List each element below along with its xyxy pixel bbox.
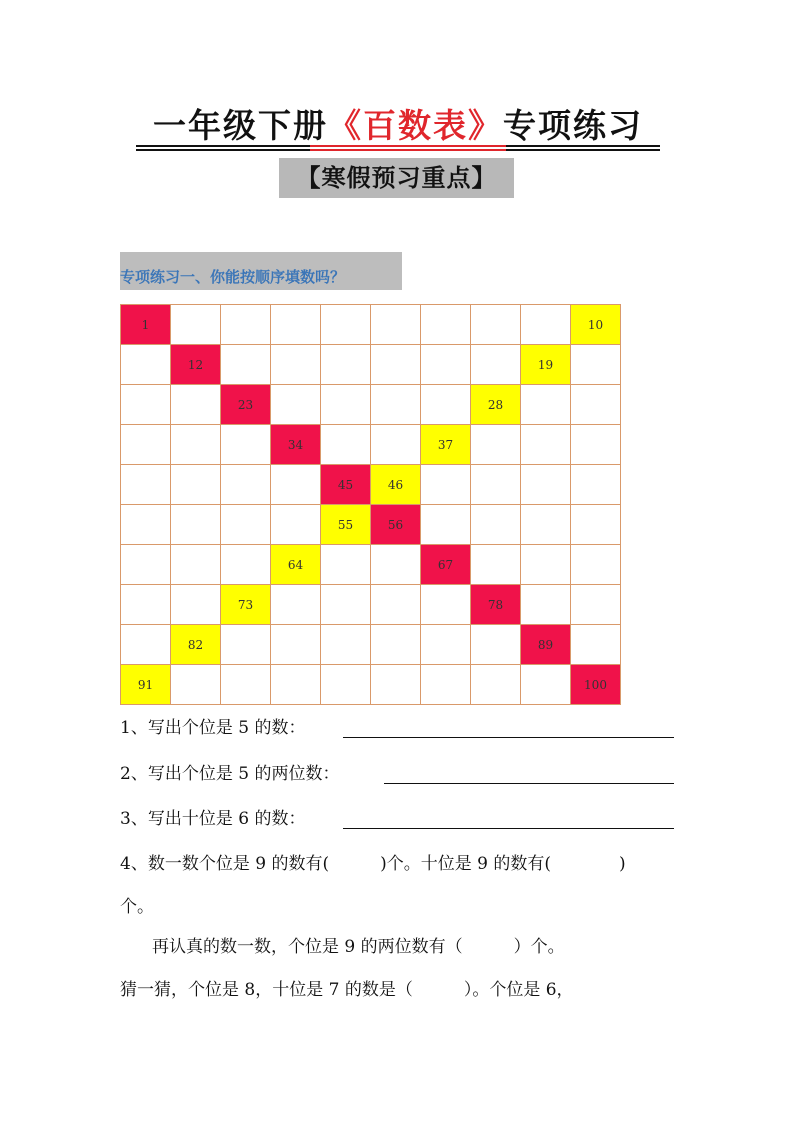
grid-cell: 12 [171, 345, 221, 385]
grid-cell[interactable] [521, 305, 571, 345]
grid-cell[interactable] [171, 665, 221, 705]
grid-row [121, 385, 621, 425]
grid-cell: 89 [521, 625, 571, 665]
title-prefix: 一年级下册 [153, 106, 328, 145]
grid-cell[interactable] [271, 345, 321, 385]
grid-cell[interactable] [571, 585, 621, 625]
grid-cell[interactable] [571, 345, 621, 385]
grid-cell: 10 [571, 305, 621, 345]
grid-cell[interactable] [271, 305, 321, 345]
grid-cell[interactable] [221, 625, 271, 665]
grid-cell[interactable] [271, 385, 321, 425]
grid-cell[interactable] [371, 585, 421, 625]
grid-cell[interactable] [271, 505, 321, 545]
grid-cell[interactable] [321, 385, 371, 425]
grid-cell[interactable] [171, 505, 221, 545]
grid-cell[interactable] [321, 345, 371, 385]
grid-cell: 73 [221, 585, 271, 625]
grid-cell[interactable] [121, 505, 171, 545]
grid-cell[interactable] [271, 625, 321, 665]
grid-cell[interactable] [271, 465, 321, 505]
grid-cell[interactable] [471, 625, 521, 665]
grid-cell: 67 [421, 545, 471, 585]
grid-cell[interactable] [521, 665, 571, 705]
grid-cell[interactable] [121, 425, 171, 465]
grid-cell: 56 [371, 505, 421, 545]
title-suffix: 专项练习 [503, 106, 643, 145]
grid-cell[interactable] [121, 545, 171, 585]
grid-cell[interactable] [421, 505, 471, 545]
grid-cell[interactable] [471, 465, 521, 505]
grid-cell: 19 [521, 345, 571, 385]
grid-cell[interactable] [571, 385, 621, 425]
grid-cell[interactable] [171, 425, 221, 465]
grid-cell[interactable] [471, 545, 521, 585]
grid-cell[interactable] [421, 305, 471, 345]
grid-cell[interactable] [321, 625, 371, 665]
grid-cell[interactable] [471, 425, 521, 465]
question-2: 2、写出个位是 5 的两位数： [120, 764, 340, 784]
grid-cell[interactable] [571, 505, 621, 545]
grid-cell: 100 [571, 665, 621, 705]
grid-cell[interactable] [521, 545, 571, 585]
grid-cell: 78 [471, 585, 521, 625]
question-3: 3、写出十位是 6 的数： [120, 809, 306, 829]
answer-line-2[interactable] [384, 783, 674, 784]
question-4-line-3: 再认真的数一数，个位是 9 的两位数有（ ）个。 [152, 937, 565, 957]
grid-cell: 64 [271, 545, 321, 585]
grid-cell[interactable] [171, 585, 221, 625]
grid-cell[interactable] [421, 625, 471, 665]
grid-cell[interactable] [221, 545, 271, 585]
grid-cell[interactable] [471, 665, 521, 705]
grid-cell[interactable] [321, 585, 371, 625]
grid-cell[interactable] [221, 505, 271, 545]
grid-cell: 34 [271, 425, 321, 465]
grid-cell[interactable] [571, 425, 621, 465]
title-highlight-underline-2 [310, 149, 506, 151]
grid-cell[interactable] [571, 625, 621, 665]
grid-row [121, 425, 621, 465]
grid-cell[interactable] [421, 585, 471, 625]
question-1: 1、写出个位是 5 的数： [120, 718, 306, 738]
grid-row [121, 505, 621, 545]
grid-cell[interactable] [471, 505, 521, 545]
grid-row [121, 545, 621, 585]
grid-cell[interactable] [121, 385, 171, 425]
grid-cell[interactable] [521, 585, 571, 625]
grid-cell[interactable] [121, 345, 171, 385]
grid-cell[interactable] [421, 465, 471, 505]
hundred-chart [120, 304, 621, 705]
grid-cell[interactable] [371, 385, 421, 425]
grid-row [121, 665, 621, 705]
grid-cell: 37 [421, 425, 471, 465]
grid-cell: 23 [221, 385, 271, 425]
grid-row [121, 345, 621, 385]
grid-cell[interactable] [121, 465, 171, 505]
grid-cell[interactable] [521, 385, 571, 425]
grid-cell[interactable] [371, 425, 421, 465]
grid-cell[interactable] [371, 665, 421, 705]
grid-cell[interactable] [221, 425, 271, 465]
grid-row [121, 465, 621, 505]
title-highlight: 《百数表》 [328, 106, 503, 145]
grid-cell[interactable] [121, 625, 171, 665]
grid-cell[interactable] [421, 665, 471, 705]
grid-cell[interactable] [171, 305, 221, 345]
grid-cell[interactable] [571, 465, 621, 505]
section-heading: 专项练习一、你能按顺序填数吗？ [120, 252, 402, 290]
grid-cell[interactable] [171, 385, 221, 425]
question-4-line-1: 4、数一数个位是 9 的数有( )个。十位是 9 的数有( ) [120, 854, 626, 874]
grid-cell: 1 [121, 305, 171, 345]
grid-cell[interactable] [571, 545, 621, 585]
grid-cell[interactable] [521, 505, 571, 545]
grid-cell: 55 [321, 505, 371, 545]
question-4-line-2: 个。 [120, 897, 154, 917]
grid-row [121, 305, 621, 345]
grid-cell[interactable] [221, 665, 271, 705]
subtitle-banner: 【寒假预习重点】 [279, 158, 514, 198]
grid-row [121, 625, 621, 665]
grid-cell[interactable] [321, 425, 371, 465]
grid-cell[interactable] [221, 305, 271, 345]
grid-cell[interactable] [171, 545, 221, 585]
answer-line-3[interactable] [343, 828, 674, 829]
grid-cell: 82 [171, 625, 221, 665]
grid-cell[interactable] [221, 345, 271, 385]
title-highlight-underline [310, 145, 506, 147]
grid-cell[interactable] [421, 385, 471, 425]
grid-cell: 45 [321, 465, 371, 505]
grid-row [121, 585, 621, 625]
grid-cell[interactable] [121, 585, 171, 625]
grid-cell[interactable] [321, 545, 371, 585]
grid-cell[interactable] [171, 465, 221, 505]
answer-line-1[interactable] [343, 737, 674, 738]
grid-cell: 46 [371, 465, 421, 505]
page-title [136, 106, 660, 146]
grid-cell[interactable] [371, 345, 421, 385]
grid-cell[interactable] [371, 545, 421, 585]
grid-cell[interactable] [521, 465, 571, 505]
grid-cell[interactable] [471, 345, 521, 385]
grid-cell[interactable] [221, 465, 271, 505]
grid-cell[interactable] [321, 665, 371, 705]
question-4-line-4: 猜一猜，个位是 8，十位是 7 的数是（ ）。个位是 6， [120, 980, 574, 1000]
grid-cell[interactable] [371, 305, 421, 345]
grid-cell[interactable] [521, 425, 571, 465]
grid-cell[interactable] [271, 665, 321, 705]
grid-cell[interactable] [421, 345, 471, 385]
grid-cell: 28 [471, 385, 521, 425]
grid-cell[interactable] [271, 585, 321, 625]
grid-cell[interactable] [321, 305, 371, 345]
grid-cell[interactable] [371, 625, 421, 665]
grid-cell[interactable] [471, 305, 521, 345]
grid-cell: 91 [121, 665, 171, 705]
